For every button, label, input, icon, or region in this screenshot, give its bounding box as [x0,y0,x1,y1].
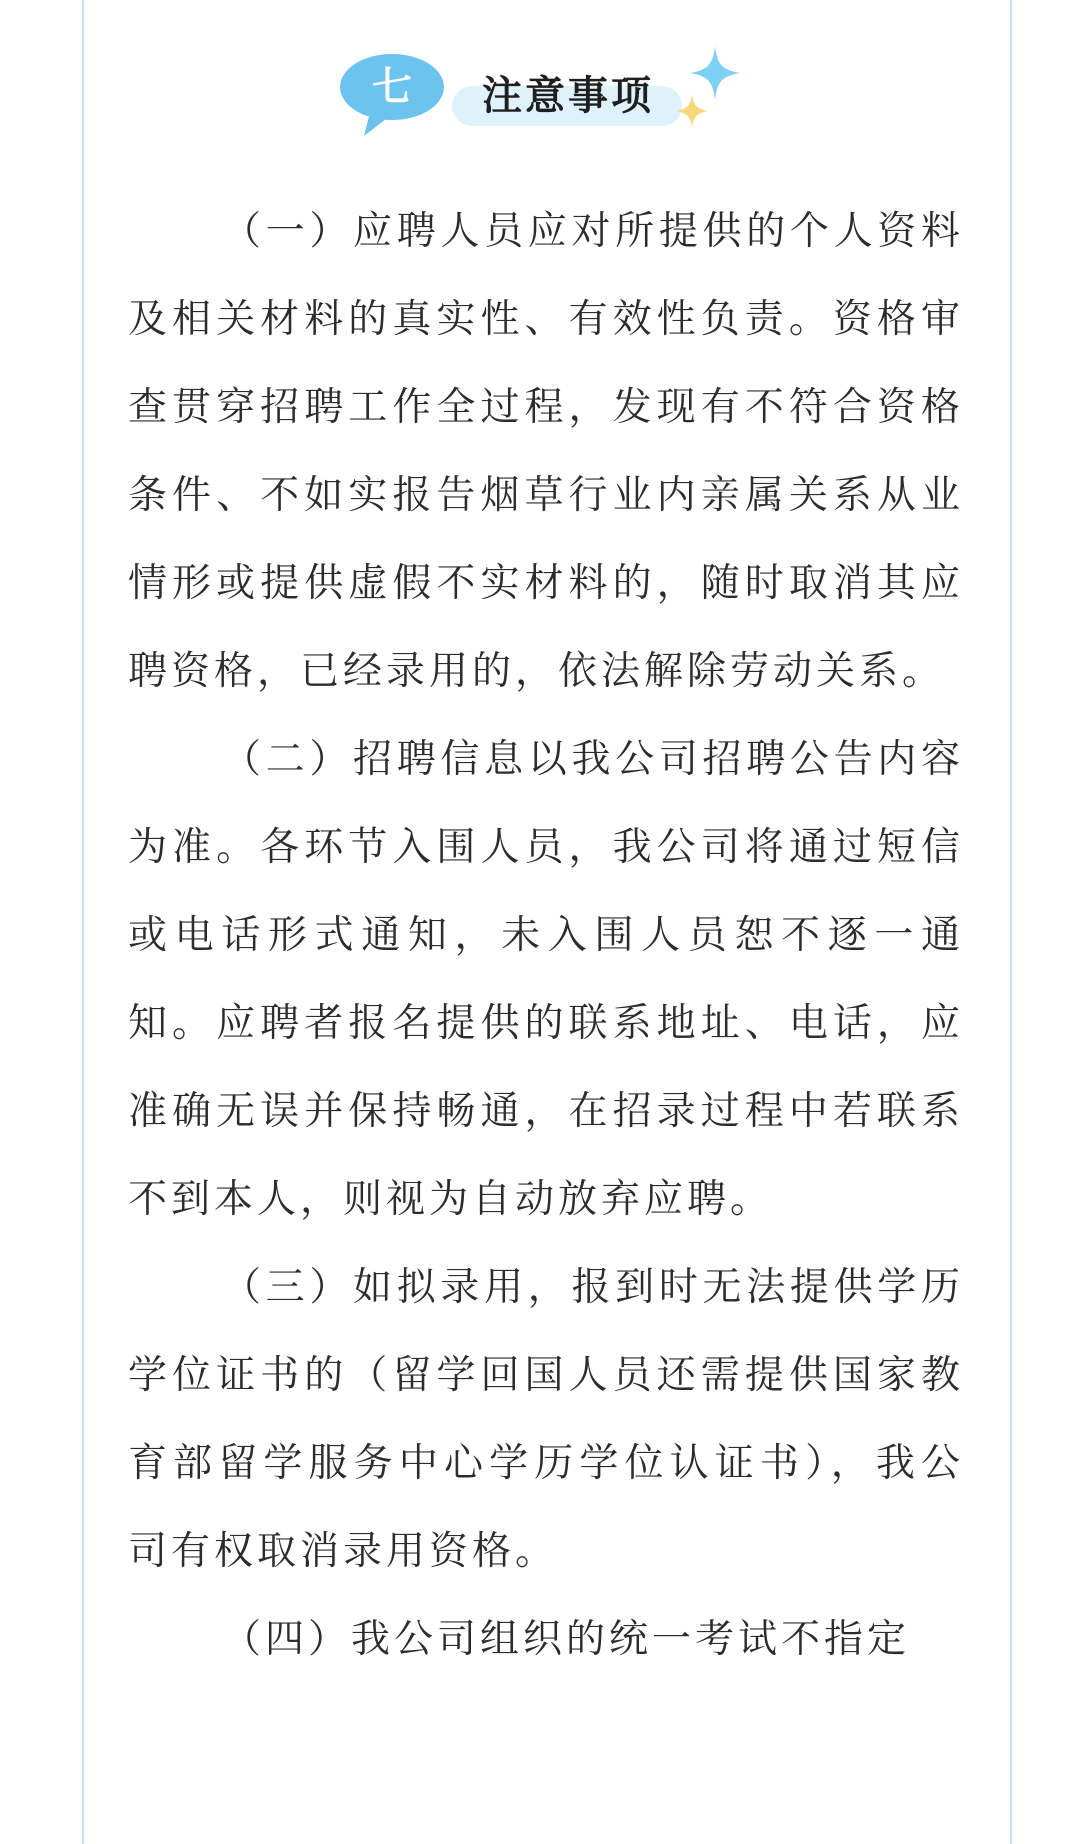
small-sparkle-icon [676,94,708,128]
section-header [340,42,760,142]
frame-right-border [1010,0,1012,1844]
section-title: 注意事项 [482,73,654,119]
frame-left-border [82,0,84,1844]
section-number: 七 [372,64,412,110]
notice-body [128,188,964,1684]
paragraph-1: （一）应聘人员应对所提供的个人资料及相关材料的真实性、有效性负责。资格审查贯穿招聘工作全过程，发现有不符合资格条件、不如实报告烟草行业内亲属关系从业情形或提供虚假不实材料的，随时取消其应聘资格，已经录用的，依法解除劳动关系。 [128,209,964,694]
paragraph-2: （二）招聘信息以我公司招聘公告内容为准。各环节入围人员，我公司将通过短信或电话形式通知，未入围人员恕不逐一通知。应聘者报名提供的联系地址、电话，应准确无误并保持畅通，在招录过程中若联系不到本人，则视为自动放弃应聘。 [128,737,964,1222]
sparkle-icon [690,46,740,100]
paragraph-3: （三）如拟录用，报到时无法提供学历学位证书的（留学回国人员还需提供国家教育部留学服务中心学历学位认证书），我公司有权取消录用资格。 [128,1265,964,1574]
paragraph-4: （四）我公司组织的统一考试不指定 [222,1617,911,1662]
